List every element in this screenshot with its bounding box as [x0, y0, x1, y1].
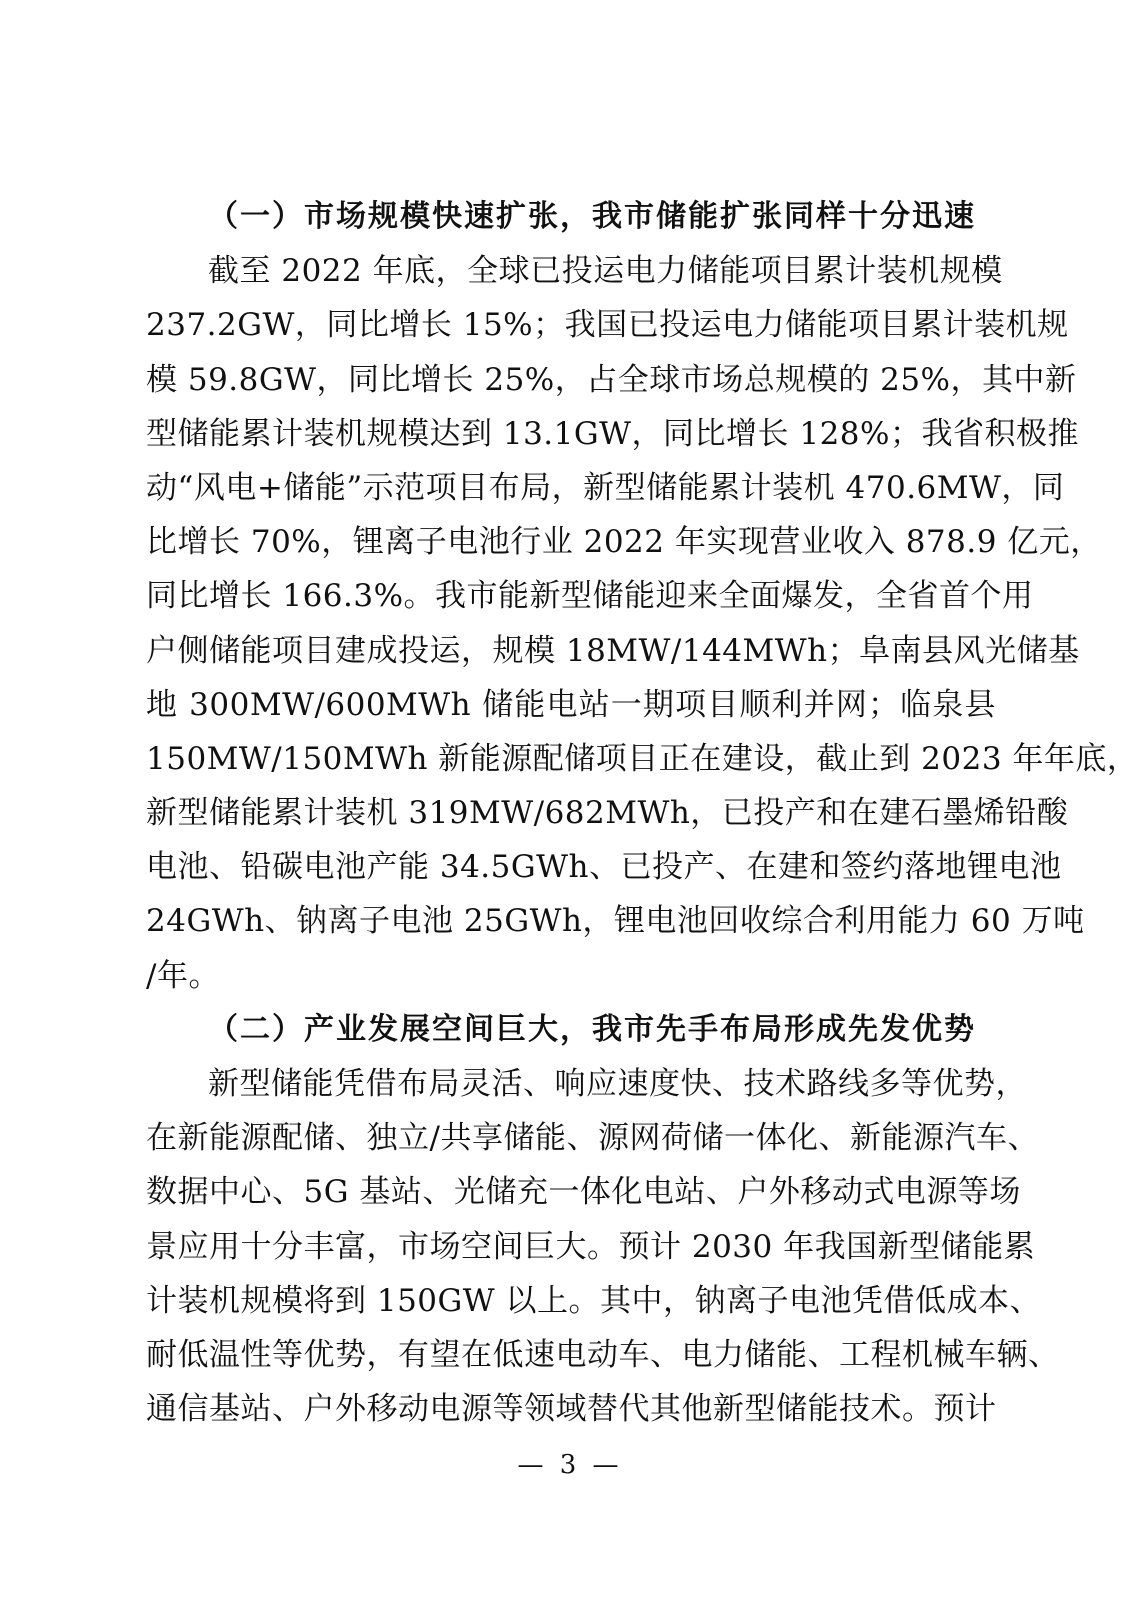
paragraph-line: 同比增长 166.3%。我市能新型储能迎来全面爆发，全省首个用 [146, 578, 1034, 615]
paragraph-line: 在新能源配储、独立/共享储能、源网荷储一体化、新能源汽车、 [146, 1120, 1039, 1157]
paragraph-line: 截至 2022 年底，全球已投运电力储能项目累计装机规模 [208, 253, 1003, 290]
page-number: — 3 — [517, 1450, 623, 1480]
paragraph-line: 模 59.8GW，同比增长 25%，占全球市场总规模的 25%，其中新 [146, 361, 1077, 398]
paragraph-line: 数据中心、5G 基站、光储充一体化电站、户外移动式电源等场 [146, 1174, 1021, 1211]
paragraph-line: 比增长 70%，锂离子电池行业 2022 年实现营业收入 878.9 亿元， [146, 524, 1102, 561]
paragraph-line: 景应用十分丰富，市场空间巨大。预计 2030 年我国新型储能累 [146, 1228, 1036, 1265]
paragraph-line: 地 300MW/600MWh 储能电站一期项目顺利并网；临泉县 [146, 686, 996, 723]
section-2 [146, 1003, 1060, 1437]
paragraph-line: 通信基站、户外移动电源等领域替代其他新型储能技术。预计 [146, 1391, 997, 1428]
document-body [146, 190, 1139, 1436]
paragraph-line: 237.2GW，同比增长 15%；我国已投运电力储能项目累计装机规 [146, 307, 1069, 344]
paragraph-line: 150MW/150MWh 新能源配储项目正在建设，截止到 2023 年年底， [146, 740, 1139, 777]
section-1 [146, 190, 1139, 1003]
paragraph-line: 户侧储能项目建成投运，规模 18MW/144MWh；阜南县风光储基 [146, 632, 1080, 669]
paragraph-line: 24GWh、钠离子电池 25GWh，锂电池回收综合利用能力 60 万吨 [146, 903, 1085, 940]
paragraph-line: 新型储能凭借布局灵活、响应速度快、技术路线多等优势， [208, 1066, 1027, 1102]
paragraph-line: 型储能累计装机规模达到 13.1GW，同比增长 128%；我省积极推 [146, 415, 1079, 452]
paragraph-line: 新型储能累计装机 319MW/682MWh，已投产和在建石墨烯铅酸 [146, 795, 1069, 832]
paragraph-line: 计装机规模将到 150GW 以上。其中，钠离子电池凭借低成本、 [146, 1282, 1042, 1319]
paragraph-line: 动“风电+储能”示范项目布局，新型储能累计装机 470.6MW，同 [146, 469, 1065, 506]
paragraph-line: 耐低温性等优势，有望在低速电动车、电力储能、工程机械车辆、 [146, 1336, 1060, 1373]
paragraph-line: /年。 [146, 957, 220, 994]
section-heading: （二）产业发展空间巨大，我市先手布局形成先发优势 [208, 1011, 976, 1047]
paragraph-line: 电池、铅碳电池产能 34.5GWh、已投产、在建和签约落地锂电池 [146, 849, 1062, 886]
section-heading: （一）市场规模快速扩张，我市储能扩张同样十分迅速 [208, 199, 976, 234]
